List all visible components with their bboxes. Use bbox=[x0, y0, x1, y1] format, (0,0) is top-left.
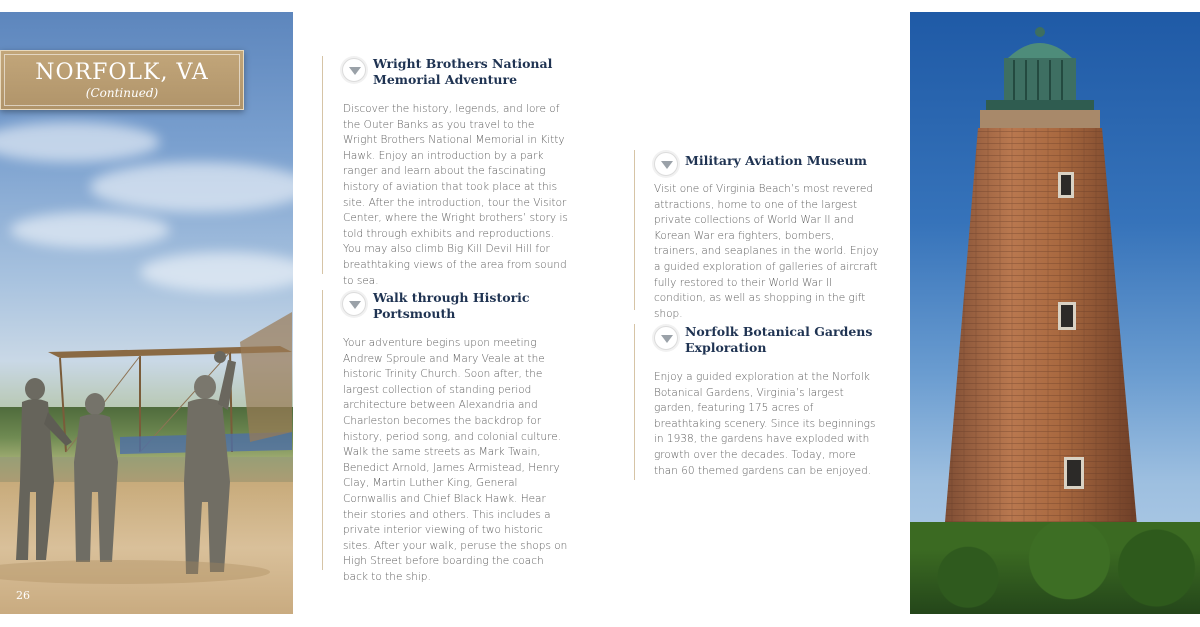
gem-icon bbox=[342, 58, 366, 82]
section-title: Military Aviation Museum bbox=[685, 153, 867, 168]
gem-icon bbox=[342, 292, 366, 316]
section-title: Wright Brothers National Memorial Adventure bbox=[373, 56, 553, 87]
shrubbery bbox=[910, 522, 1200, 614]
section-body: Your adventure begins upon meeting Andrew Sproule and Mary Veale at the historic Trinity Church. Soon after, the largest collection of standing period architecture between Alexandria and Charleston becomes the backdrop for history, period song, and colonial culture. Walk the same streets as Mark Twain, Benedict Arnold, James Armistead, Henry Clay, Martin Luther King, General Cornwallis and Chief Black Hawk. Hear their stories and others. This includes a private interior viewing of two historic sites. After your walk, peruse the shops on High Street before boarding the coach back to the ship. bbox=[343, 337, 568, 583]
section-body: Enjoy a guided exploration at the Norfolk Botanical Gardens, Virginia’s largest garden, featuring 175 acres of breathtaking scenery. Since its beginnings in 1938, the gardens have exploded with growth over the decades. Today, more than 60 themed gardens can be enjoyed. bbox=[654, 371, 876, 477]
section-title: Walk through Historic Portsmouth bbox=[373, 290, 530, 321]
wright-memorial-photo bbox=[0, 12, 293, 614]
page-subtitle: (Continued) bbox=[85, 86, 159, 100]
gem-icon bbox=[654, 152, 678, 176]
page-number: 26 bbox=[16, 589, 30, 602]
section-body: Visit one of Virginia Beach’s most revered attractions, home to one of the largest private collections of World War II and Korean War era fighters, bombers, trainers, and seaplanes in the world. Enjoy a guided exploration of galleries of aircraft fully restored to their World War II condition, as well as shopping in the gift shop. bbox=[654, 183, 879, 320]
title-banner bbox=[0, 50, 244, 110]
section-body: Discover the history, legends, and lore of the Outer Banks as you travel to the Wright Brothers National Memorial in Kitty Hawk. Enjoy an introduction by a park ranger and learn about the fascinating history of aviation that took place at this site. After the introduction, tour the Visitor Center, where the Wright brothers’ story is told through exhibits and reproductions. You may also climb Big Kill Devil Hill for breathtaking views of the area from sound to sea. bbox=[343, 103, 568, 287]
section-wright-brothers bbox=[322, 56, 572, 287]
section-historic-portsmouth bbox=[322, 290, 572, 583]
lighthouse-photo bbox=[910, 12, 1200, 614]
gem-icon bbox=[654, 326, 678, 350]
page-title: NORFOLK, VA bbox=[35, 60, 209, 85]
section-title: Norfolk Botanical Gardens Exploration bbox=[685, 324, 873, 355]
section-botanical-gardens bbox=[634, 324, 884, 480]
section-military-aviation bbox=[634, 150, 884, 320]
